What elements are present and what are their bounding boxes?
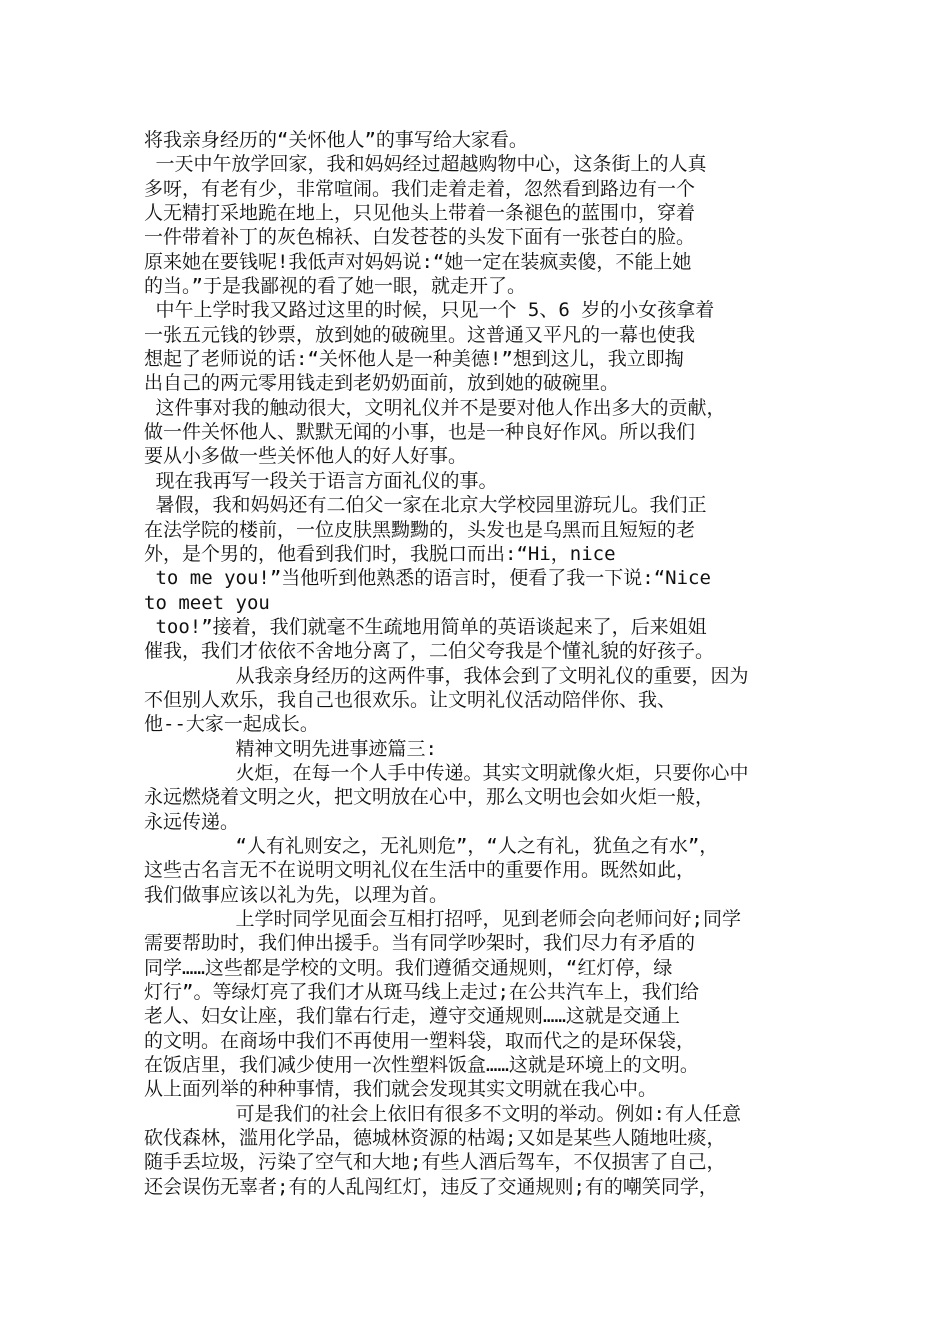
text-line: 人无精打采地跪在地上，只见他头上带着一条褪色的蓝围巾，穿着 bbox=[144, 202, 696, 225]
text-line: “人有礼则安之，无礼则危”，“人之有礼，犹鱼之有水”， bbox=[144, 834, 719, 857]
text-line: 一天中午放学回家，我和妈妈经过超越购物中心，这条街上的人真 bbox=[144, 153, 707, 176]
text-line: 想起了老师说的话:“关怀他人是一种美德!”想到这儿，我立即掏 bbox=[144, 348, 684, 371]
text-line: to me you!”当他听到他熟悉的语言时，便看了我一下说:“Nice bbox=[144, 567, 711, 590]
text-line: 从上面列举的种种事情，我们就会发现其实文明就在我心中。 bbox=[144, 1078, 658, 1101]
text-line: 要从小多做一些关怀他人的好人好事。 bbox=[144, 445, 468, 468]
text-line: 现在我再写一段关于语言方面礼仪的事。 bbox=[144, 469, 498, 492]
text-line: 灯行”。等绿灯亮了我们才从斑马线上走过;在公共汽车上，我们给 bbox=[144, 981, 699, 1004]
text-line: 暑假，我和妈妈还有二伯父一家在北京大学校园里游玩儿。我们正 bbox=[144, 494, 707, 517]
text-line: 同学……这些都是学校的文明。我们遵循交通规则，“红灯停，绿 bbox=[144, 956, 673, 979]
text-line: 这件事对我的触动很大，文明礼仪并不是要对他人作出多大的贡献， bbox=[144, 396, 726, 419]
text-line: 砍伐森林，滥用化学品，德城林资源的枯竭;又如是某些人随地吐痰， bbox=[144, 1127, 726, 1150]
text-line: 催我，我们才依依不舍地分离了，二伯父夸我是个懂礼貌的好孩子。 bbox=[144, 640, 715, 663]
text-line: 还会误伤无辜者;有的人乱闯红灯，违反了交通规则;有的嘲笑同学， bbox=[144, 1175, 718, 1198]
text-line: to meet you bbox=[144, 591, 270, 614]
text-line: 一张五元钱的钞票，放到她的破碗里。这普通又平凡的一幕也使我 bbox=[144, 323, 696, 346]
text-line: 随手丢垃圾，污染了空气和大地;有些人酒后驾车，不仅损害了自己， bbox=[144, 1151, 726, 1174]
text-line: 原来她在要钱呢!我低声对妈妈说:“她一定在装疯卖傻，不能上她 bbox=[144, 250, 692, 273]
text-line: 这些古名言无不在说明文明礼仪在生活中的重要作用。既然如此， bbox=[144, 859, 696, 882]
text-line: 可是我们的社会上依旧有很多不文明的举动。例如:有人任意 bbox=[144, 1102, 741, 1125]
text-line: 的文明。在商场中我们不再使用一塑料袋，取而代之的是环保袋， bbox=[144, 1029, 696, 1052]
text-line: 从我亲身经历的这两件事，我体会到了文明礼仪的重要，因为 bbox=[144, 664, 749, 687]
text-line: 火炬，在每一个人手中传递。其实文明就像火炬，只要你心中 bbox=[144, 761, 749, 784]
text-line: 需要帮助时，我们伸出援手。当有同学吵架时，我们尽力有矛盾的 bbox=[144, 932, 696, 955]
text-line: too!”接着，我们就毫不生疏地用简单的英语谈起来了，后来姐姐 bbox=[144, 615, 707, 638]
text-line: 出自己的两元零用钱走到老奶奶面前，放到她的破碗里。 bbox=[144, 372, 620, 395]
text-line: 他--大家一起成长。 bbox=[144, 713, 319, 736]
text-line: 精神文明先进事迹篇三: bbox=[144, 737, 437, 760]
text-line: 在饭店里，我们减少使用一次性塑料饭盒……这就是环境上的文明。 bbox=[144, 1054, 699, 1077]
text-line: 做一件关怀他人、默默无闻的小事，也是一种良好作风。所以我们 bbox=[144, 421, 696, 444]
document-body bbox=[144, 128, 824, 1199]
text-line: 不但别人欢乐，我自己也很欢乐。让文明礼仪活动陪伴你、我、 bbox=[144, 688, 677, 711]
text-line: 永远传递。 bbox=[144, 810, 240, 833]
text-line: 我们做事应该以礼为先，以理为首。 bbox=[144, 883, 449, 906]
text-line: 的当。”于是我鄙视的看了她一眼，就走开了。 bbox=[144, 275, 526, 298]
text-line: 一件带着补丁的灰色棉袄、白发苍苍的头发下面有一张苍白的脸。 bbox=[144, 226, 696, 249]
text-line: 上学时同学见面会互相打招呼，见到老师会向老师问好;同学 bbox=[144, 908, 741, 930]
text-line: 在法学院的楼前，一位皮肤黑黝黝的，头发也是乌黑而且短短的老 bbox=[144, 518, 696, 541]
text-line: 老人、妇女让座，我们靠右行走，遵守交通规则……这就是交通上 bbox=[144, 1005, 680, 1028]
text-line: 将我亲身经历的“关怀他人”的事写给大家看。 bbox=[144, 129, 528, 151]
text-line: 永远燃烧着文明之火，把文明放在心中，那么文明也会如火炬一般， bbox=[144, 786, 715, 809]
text-line: 中午上学时我又路过这里的时候，只见一个 5、6 岁的小女孩拿着 bbox=[144, 299, 715, 322]
text-line: 多呀，有老有少，非常喧闹。我们走着走着，忽然看到路边有一个 bbox=[144, 177, 696, 200]
text-line: 外，是个男的，他看到我们时，我脱口而出:“Hi，nice bbox=[144, 542, 616, 565]
